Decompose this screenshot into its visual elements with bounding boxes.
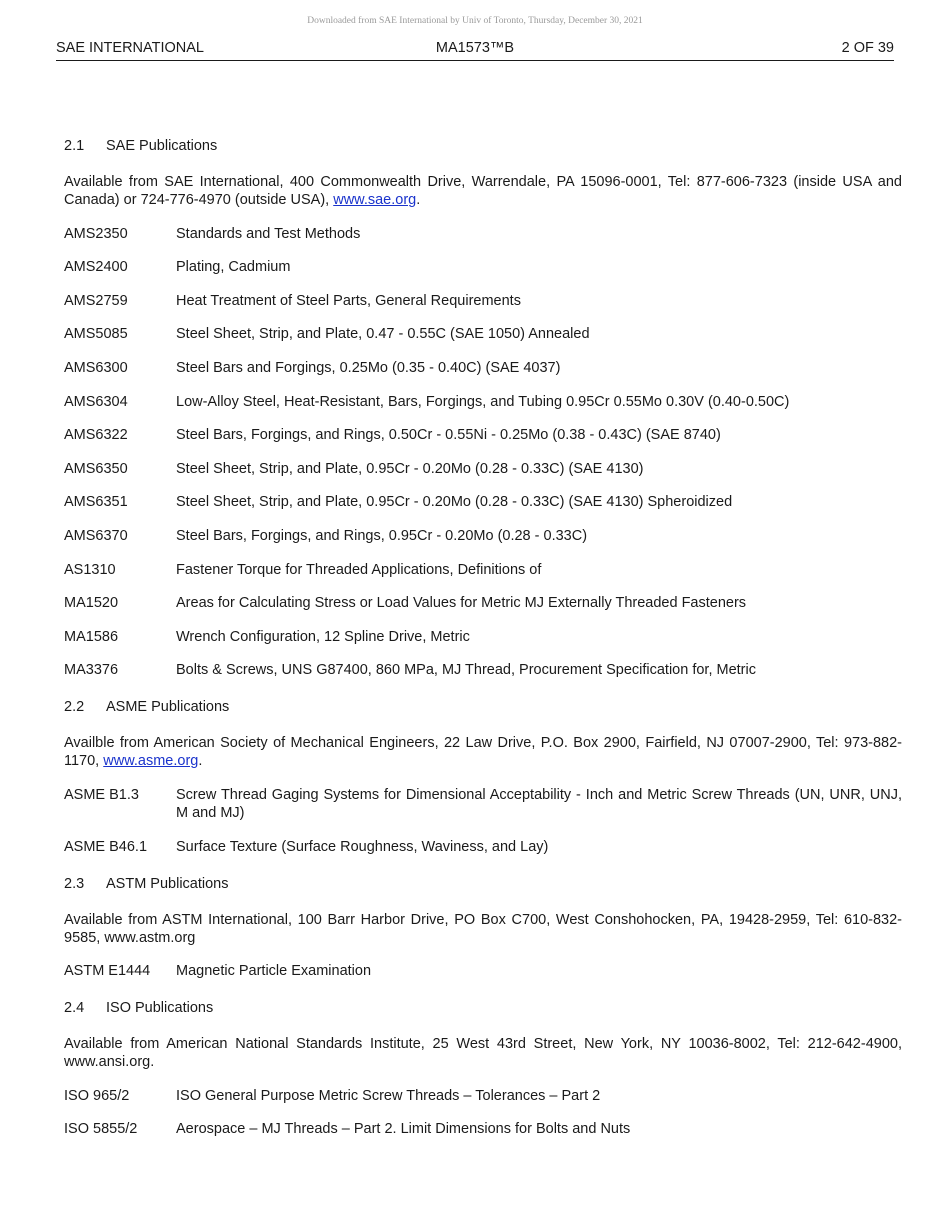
reference-row [64,594,902,612]
intro-text: Availble from American Society of Mechanical Engineers, 22 Law Drive, P.O. Box 2900, Fairfield, NJ 07007-2900, Tel: 973-882-1170, [64,735,902,770]
section-number: 2.2 [64,699,85,716]
reference-code: ISO 5855/2 [64,1121,138,1138]
reference-code: AMS2350 [64,225,128,242]
reference-title: ISO General Purpose Metric Screw Threads – Tolerances – Part 2 [176,1087,601,1104]
reference-row [64,838,902,856]
section-intro-asme [64,734,902,770]
reference-code: AMS6351 [64,494,128,511]
document-number: MA1573™B [435,40,515,56]
reference-title: Wrench Configuration, 12 Spline Drive, Metric [176,628,470,645]
section-intro-iso [64,1035,902,1071]
intro-end: . [198,753,203,770]
reference-code: ISO 965/2 [64,1087,130,1104]
reference-row [64,225,902,243]
reference-row [64,292,902,310]
reference-title: Steel Sheet, Strip, and Plate, 0.95Cr - 0.20Mo (0.28 - 0.33C) (SAE 4130) Spheroidized [176,494,733,511]
reference-code: AMS6300 [64,359,128,376]
publisher-name: SAE INTERNATIONAL [56,40,204,56]
reference-title: Plating, Cadmium [176,259,291,276]
reference-title: Fastener Torque for Threaded Applications, Definitions of [176,561,542,578]
reference-title: Steel Bars, Forgings, and Rings, 0.50Cr - 0.55Ni - 0.25Mo (0.38 - 0.43C) (SAE 8740) [176,427,721,444]
reference-code: MA1586 [64,628,119,645]
reference-code: AMS6322 [64,427,128,444]
section-title: ASME Publications [106,699,230,716]
intro-text: Available from American National Standards Institute, 25 West 43rd Street, New York, NY 10036-8002, Tel: 212-642-4900, www.ansi.org. [64,1036,902,1071]
intro-text: Available from SAE International, 400 Commonwealth Drive, Warrendale, PA 15096-0001, Tel: 877-606-7323 (inside USA and Canada) or 724-776-4970 (outside USA), [64,174,902,208]
reference-title: Areas for Calculating Stress or Load Values for Metric MJ Externally Threaded Fasteners [176,595,747,612]
reference-row [64,962,902,980]
reference-row [64,561,902,579]
reference-title: Standards and Test Methods [176,225,361,242]
reference-code: AS1310 [64,561,116,578]
reference-title: Steel Sheet, Strip, and Plate, 0.47 - 0.55C (SAE 1050) Annealed [176,326,590,343]
reference-code: AMS2759 [64,292,128,309]
reference-title: Low-Alloy Steel, Heat-Resistant, Bars, Forgings, and Tubing 0.95Cr 0.55Mo 0.30V (0.40-0.50C) [176,393,790,410]
reference-title: Steel Bars, Forgings, and Rings, 0.95Cr - 0.20Mo (0.28 - 0.33C) [176,527,588,544]
reference-title: Surface Texture (Surface Roughness, Waviness, and Lay) [176,838,549,855]
section-heading-sae [64,137,902,155]
reference-row [64,460,902,478]
section-intro-astm [64,911,902,947]
section-number: 2.4 [64,1000,85,1017]
download-watermark: Downloaded from SAE International by Univ of Toronto, Thursday, December 30, 2021 [307,16,643,26]
section-number: 2.1 [64,138,85,154]
reference-row [64,258,902,276]
reference-row [64,393,902,411]
reference-title: Screw Thread Gaging Systems for Dimensional Acceptability - Inch and Metric Screw Threads (UN, UNR, UNJ, M and MJ) [176,786,902,821]
reference-title: Heat Treatment of Steel Parts, General Requirements [176,292,521,309]
reference-row [64,426,902,444]
reference-row [64,786,902,822]
section-intro-sae [64,173,902,209]
intro-end: . [416,192,421,208]
reference-title: Aerospace – MJ Threads – Part 2. Limit Dimensions for Bolts and Nuts [176,1121,631,1138]
reference-code: ASME B46.1 [64,838,148,855]
reference-row [64,325,902,343]
section-number: 2.3 [64,875,85,892]
reference-title: Steel Sheet, Strip, and Plate, 0.95Cr - 0.20Mo (0.28 - 0.33C) (SAE 4130) [176,460,644,477]
reference-row [64,527,902,545]
reference-code: ASME B1.3 [64,786,139,803]
reference-code: MA3376 [64,662,119,679]
reference-code: MA1520 [64,595,119,612]
section-heading-astm [64,875,902,893]
reference-code: AMS2400 [64,259,128,276]
reference-row [64,1087,902,1105]
reference-code: AMS6350 [64,460,128,477]
page-header [56,40,894,61]
asme-website-link[interactable]: www.asme.org [103,753,199,770]
reference-row [64,661,902,679]
reference-code: ASTM E1444 [64,963,151,980]
section-title: ISO Publications [106,1000,214,1017]
reference-code: AMS6370 [64,527,128,544]
reference-title: Bolts & Screws, UNS G87400, 860 MPa, MJ Thread, Procurement Specification for, Metric [176,662,756,679]
section-heading-iso [64,999,902,1017]
intro-text: Available from ASTM International, 100 Barr Harbor Drive, PO Box C700, West Conshohocken, PA, 19428-2959, Tel: 610-832-9585, www.astm.org [64,911,902,946]
reference-title: Steel Bars and Forgings, 0.25Mo (0.35 - 0.40C) (SAE 4037) [176,359,561,376]
reference-row [64,359,902,377]
section-heading-asme [64,698,902,716]
section-title: ASTM Publications [106,875,229,892]
document-body [64,137,902,1138]
reference-row [64,628,902,646]
page-number: 2 OF 39 [841,40,894,56]
section-title: SAE Publications [106,138,218,154]
reference-code: AMS6304 [64,393,128,410]
reference-row [64,493,902,511]
sae-website-link[interactable]: www.sae.org [333,192,417,208]
reference-title: Magnetic Particle Examination [176,963,372,980]
reference-code: AMS5085 [64,326,128,343]
reference-row [64,1120,902,1138]
